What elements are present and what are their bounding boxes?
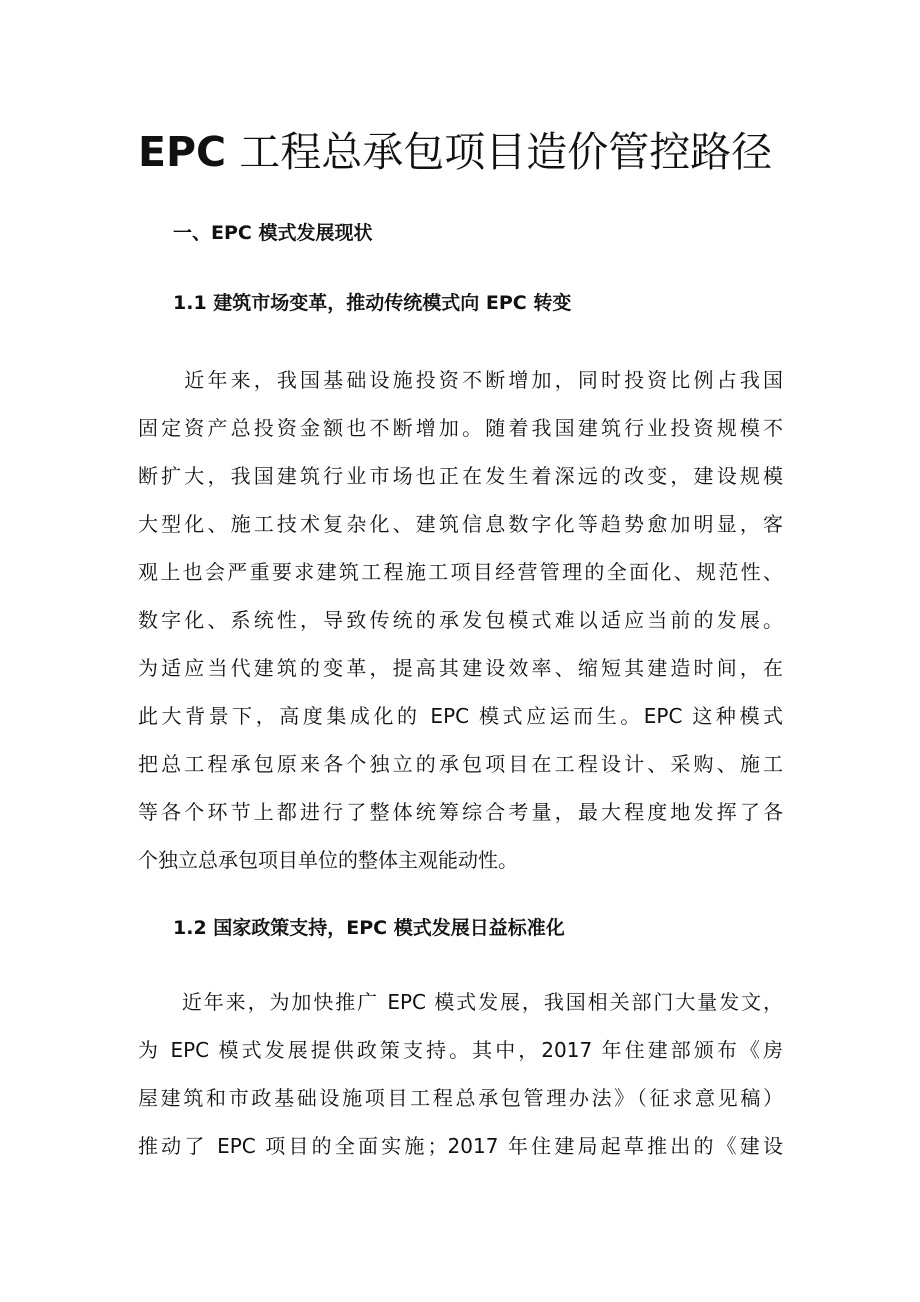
paragraph-line: 近年来，我国基础设施投资不断增加，同时投资比例占我国 (138, 368, 783, 392)
paragraph-line: 推动了 EPC 项目的全面实施；2017 年住建局起草推出的《建设 (138, 1134, 783, 1158)
paragraph-line: 观上也会严重要求建筑工程施工项目经营管理的全面化、规范性、 (138, 560, 783, 584)
paragraph-line: 断扩大，我国建筑行业市场也正在发生着深远的改变，建设规模 (138, 464, 783, 488)
paragraph-line: 屋建筑和市政基础设施项目工程总承包管理办法》（征求意见稿） (138, 1086, 783, 1110)
paragraph-line: 大型化、施工技术复杂化、建筑信息数字化等趋势愈加明显，客 (138, 512, 783, 536)
paragraph-line: 此大背景下，高度集成化的 EPC 模式应运而生。EPC 这种模式 (138, 704, 783, 728)
paragraph-line: 数字化、系统性，导致传统的承发包模式难以适应当前的发展。 (138, 608, 783, 632)
subsection-heading-1-1: 1.1 建筑市场变革，推动传统模式向 EPC 转变 (173, 292, 572, 314)
document-title-rest: 工程总承包项目造价管控路径 (239, 128, 773, 176)
paragraph-line: 近年来，为加快推广 EPC 模式发展，我国相关部门大量发文， (138, 990, 783, 1014)
paragraph-1 (138, 356, 783, 884)
paragraph-line: 固定资产总投资金额也不断增加。随着我国建筑行业投资规模不 (138, 416, 783, 440)
subsection-heading-1-2: 1.2 国家政策支持，EPC 模式发展日益标准化 (173, 917, 565, 939)
paragraph-line: 个独立总承包项目单位的整体主观能动性。 (138, 848, 518, 872)
paragraph-2 (138, 978, 783, 1170)
document-title-latin: EPC (138, 128, 227, 176)
paragraph-line: 为 EPC 模式发展提供政策支持。其中，2017 年住建部颁布《房 (138, 1038, 783, 1062)
paragraph-line: 把总工程承包原来各个独立的承包项目在工程设计、采购、施工 (138, 752, 783, 776)
section-heading-1: 一、EPC 模式发展现状 (173, 222, 373, 244)
paragraph-line: 为适应当代建筑的变革，提高其建设效率、缩短其建造时间，在 (138, 656, 783, 680)
document-title (138, 122, 798, 182)
paragraph-line: 等各个环节上都进行了整体统筹综合考量，最大程度地发挥了各 (138, 800, 783, 824)
